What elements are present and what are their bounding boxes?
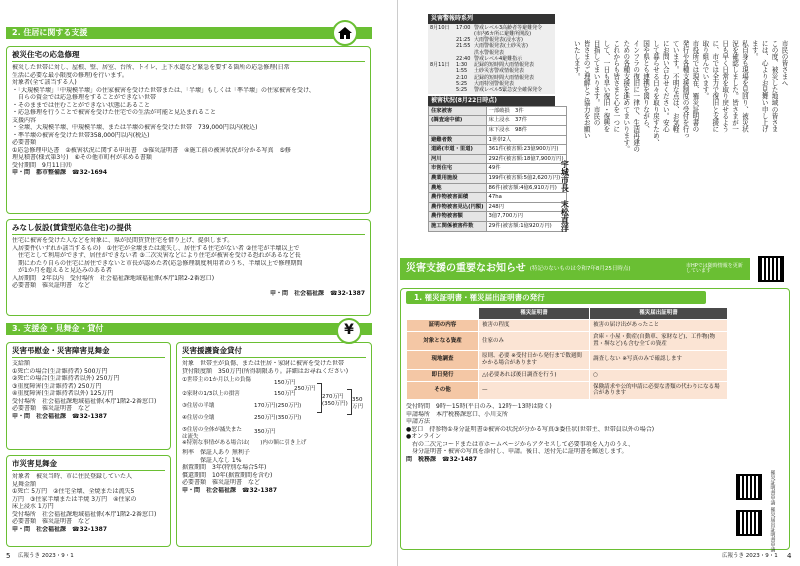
qr-code-hp[interactable] bbox=[758, 256, 784, 282]
notice-hp: 市HPでは随時情報を更新しています bbox=[686, 262, 743, 274]
timeline-cell: 警戒レベル4避難指示 bbox=[474, 55, 523, 62]
qr1-label: 罹災証明書申請 bbox=[769, 470, 776, 505]
text-line: 利率 保証人あり 無利子 bbox=[182, 449, 250, 457]
text-line: ・「大規模半壊」「中規模半壊」の住家被害を受けた世帯または、「半壊」もしくは「準半壊」の住家被害を受け、 bbox=[12, 86, 315, 94]
message-line: 私自身も現場を見回り、被災状 bbox=[740, 40, 749, 133]
disaster-info bbox=[428, 14, 564, 256]
text-line: 受付時間 9時〜15時(平日のみ、12時〜13時は除く) bbox=[406, 403, 552, 411]
timeline-cell: 大雨特別警報発表 bbox=[474, 80, 515, 87]
timeline-cell: 1:55 bbox=[456, 68, 468, 75]
text-line: ●窓口 持参物①身分証明書②被害の状況が分かる写真③委任状(世帯主、世帯員以外の場合) bbox=[406, 425, 655, 433]
cert-cell: 現地調査 bbox=[407, 350, 479, 369]
damage-cell: 河川 bbox=[429, 154, 487, 164]
message-line: 市民の皆さまへ bbox=[780, 40, 788, 87]
cert-cell: 調査しない ※写真のみで確認します bbox=[590, 350, 728, 369]
cert-title: 1. 罹災証明書・罹災届出証明書の発行 bbox=[406, 291, 706, 304]
repair-title: 被災住宅の応急修理 bbox=[12, 50, 365, 62]
damage-cell: 施工関係被害件数 bbox=[429, 222, 487, 232]
text-line: ①応急修理申込書 ②被害状況に関する申出書 ③罹災証明書 ④施工前の被害状況が分かる写真 ⑤修 bbox=[12, 146, 291, 154]
text-line: ①死亡 5万円 ②住宅全壊、全焼または流失5 bbox=[12, 488, 135, 496]
timeline-cell: 洪水警報発表 bbox=[474, 49, 505, 56]
text-line: 必要書類 罹災証明書 など bbox=[12, 282, 91, 290]
choi-title: 災害弔慰金・災害障害見舞金 bbox=[12, 346, 165, 358]
loan-note: ※特別な事情がある場合は( )内の額に引き上げ bbox=[182, 440, 307, 447]
text-line: 申請場所 本庁税務課窓口、小川支所 bbox=[406, 410, 509, 418]
damage-cell: 361件(被害額:23億900万円) bbox=[486, 145, 566, 155]
section-title: 3. 支援金・見舞金・貸付 bbox=[12, 324, 104, 333]
cert-row bbox=[407, 350, 728, 369]
page-divider bbox=[397, 0, 398, 566]
damage-cell: 農業用施設 bbox=[429, 174, 487, 184]
choi-contact: 申・問 社会福祉課 ☎32-1387 bbox=[12, 412, 108, 420]
damage-cell: 49件 bbox=[486, 164, 566, 174]
timeline-cell: 記録的短時間大雨情報発表 bbox=[474, 62, 535, 68]
text-line: 必要書類 罹災証明書 など bbox=[12, 518, 91, 526]
cert-cell: 住家のみ bbox=[479, 332, 590, 351]
damage-cell: (調査途中値) bbox=[429, 116, 487, 126]
damage-cell: 住家被害 bbox=[429, 106, 487, 116]
mimai-box bbox=[6, 455, 171, 547]
text-line: 被災した世帯に対し、屋根、壁、居室、台所、トイレ、上下水道など緊急を要する箇所の応急修理(日常 bbox=[12, 64, 290, 72]
notice-sub: (特記のないものは令和7年8月25日時点) bbox=[529, 265, 631, 272]
cert-cell: 被害の届け出があったこと bbox=[590, 320, 728, 332]
message-line: して暮らせる日々を取り戻すため、 bbox=[651, 40, 660, 146]
damage-cell: 床下浸水 98件 bbox=[486, 125, 566, 135]
text-line: ③重度障害(生計維持者) 250万円 bbox=[12, 382, 102, 390]
text-line: ・準半壊の被害を受けた世帯358,000円以内(税込) bbox=[12, 131, 150, 139]
text-line: ④重度障害(生計維持者以外) 125万円 bbox=[12, 390, 114, 398]
message-line: にお問い合わせください。安心 bbox=[661, 40, 670, 133]
damage-cell: 86件(被害額:4億6,910万円) bbox=[486, 183, 566, 193]
damage-cell: 29件(被害額:1億920万円) bbox=[486, 222, 566, 232]
text-line: 受付期間 9月11日㈪ bbox=[12, 161, 72, 169]
message-line: ます。 bbox=[750, 40, 759, 60]
loan-case: ④住居の全壊 bbox=[182, 415, 215, 422]
damage-cell: 避難者数 bbox=[429, 135, 487, 145]
message-line: インフラの復旧に一律で、生活再建の bbox=[631, 40, 640, 153]
text-line: ●オンライン bbox=[406, 433, 442, 441]
kasetsu-box bbox=[6, 219, 371, 316]
damage-cell: 199件(被害額:5億2,620万円) bbox=[486, 174, 566, 184]
timeline-title: 災害警報時系列 bbox=[428, 14, 555, 24]
text-line: 住宅として利用ができず、居住ができない者 ③二次災害などにより住宅が被害を受ける恐れがあるなど長 bbox=[12, 252, 301, 260]
cert-cell: 証明の内容 bbox=[407, 320, 479, 332]
kasetsu-title: みなし仮設(賃貸型応急住宅)の提供 bbox=[12, 223, 365, 235]
text-line: 必要書類 bbox=[12, 139, 37, 147]
repair-box bbox=[6, 46, 371, 214]
text-line: 償還期間 10年(据置期間を含む) bbox=[182, 471, 273, 479]
damage-cell: 農作物被害面積 bbox=[429, 193, 487, 203]
timeline-cell: 警戒レベル3高齢者等避難発令 bbox=[474, 24, 543, 31]
cert-info bbox=[406, 403, 784, 456]
loan-amount: (350万円) bbox=[322, 401, 348, 408]
loan-bracket bbox=[317, 383, 322, 413]
text-line: 支援内容 bbox=[12, 116, 37, 124]
damage-title: 被害状況(8月22日時点) bbox=[428, 96, 555, 106]
section-2-header bbox=[6, 27, 372, 39]
loan-amount: 150万円 bbox=[274, 380, 296, 387]
damage-cell: 床上浸水 37件 bbox=[486, 116, 566, 126]
damage-cell: 市営住宅 bbox=[429, 164, 487, 174]
text-line: 受付場所 社会福祉課地域福祉係(本庁1階2-2番窓口) bbox=[12, 510, 157, 518]
qr-code-cert[interactable] bbox=[736, 474, 762, 500]
loan-text bbox=[182, 360, 366, 375]
loan-box bbox=[176, 342, 372, 547]
loan-terms bbox=[182, 449, 366, 487]
cert-cell: 対象となる資産 bbox=[407, 332, 479, 351]
text-line: 対象 世帯主が負傷、または住居・家財に被害を受けた世帯 bbox=[182, 360, 345, 368]
cert-contact: 問 税務課 ☎32-1487 bbox=[406, 455, 478, 463]
damage-cell: 292件(被害額:18億7,900万円) bbox=[486, 154, 566, 164]
text-line: 入居要件(いずれか該当するもの) ①住宅が全壊または流失し、居住する住宅がない者 ②住宅が半壊以上で bbox=[12, 244, 300, 252]
damage-cell bbox=[429, 125, 487, 135]
text-line: 理見積書(様式第3号) ⑥その他市町村が求める書類 bbox=[12, 154, 152, 162]
damage-row bbox=[429, 164, 567, 174]
repair-contact: 申・問 都市整備課 ☎32-1694 bbox=[12, 169, 108, 177]
damage-row bbox=[429, 116, 567, 126]
text-line: 生活に必要な最小限度の修理)を行います。 bbox=[12, 71, 128, 79]
message-line: ための各種支援を進めてまいります。 bbox=[621, 40, 630, 153]
damage-cell: 道路(市道・里道) bbox=[429, 145, 487, 155]
damage-row bbox=[429, 154, 567, 164]
loan-case: ⑤住居の全体が滅失または流失 bbox=[182, 427, 242, 441]
timeline-cell: 22:40 bbox=[456, 55, 471, 62]
cert-cell: ○ bbox=[590, 369, 728, 381]
text-line: 据置期間 3年(特別な場合5年) bbox=[182, 464, 267, 472]
loan-title: 災害援護資金貸付 bbox=[182, 346, 366, 358]
damage-cell: 248円 bbox=[486, 202, 566, 212]
message-line: して、一日も早い復旧・復興を bbox=[601, 40, 610, 133]
message-line: これからも皆さまと心を一つに bbox=[611, 40, 620, 133]
loan-amount: 270万円 bbox=[322, 394, 344, 401]
timeline-cell: 17:00 bbox=[456, 24, 471, 31]
message-line: 日も早く日常を取り戻せるよう bbox=[720, 40, 729, 133]
mayor-message bbox=[560, 40, 788, 250]
repair-text bbox=[12, 64, 365, 169]
timeline-cell: 1:30 bbox=[456, 62, 468, 68]
house-icon bbox=[332, 20, 358, 46]
timeline-row bbox=[430, 87, 553, 93]
loan-amount: 250万円 bbox=[294, 386, 316, 393]
damage-row bbox=[429, 106, 567, 116]
text-line: ①死亡の場合(生計維持者) 500万円 bbox=[12, 367, 108, 375]
text-line: 見舞金額 bbox=[12, 480, 37, 488]
loan-bracket bbox=[347, 389, 352, 415]
cert-cell: △(必要あれば後日調査を行う) bbox=[479, 369, 590, 381]
text-line: ・そのままでは住むことができない状態にあること bbox=[12, 101, 151, 109]
damage-cell: 農作物被害額 bbox=[429, 212, 487, 222]
loan-amount: 170万円(250万円) bbox=[254, 403, 302, 410]
yen-icon: ¥ bbox=[336, 318, 362, 344]
timeline-cell: 8月10日 bbox=[430, 24, 450, 31]
loan-case: ③住居の半壊 bbox=[182, 403, 215, 410]
text-line: 支給額 bbox=[12, 360, 31, 368]
mayor-signature: 宇城市長 末松直洋 bbox=[560, 160, 570, 232]
timeline-cell: 21:25 bbox=[456, 37, 471, 43]
cert-header: 罹災証明書 bbox=[479, 308, 590, 320]
damage-cell: 一部破損 3件 bbox=[486, 106, 566, 116]
cert-table bbox=[406, 307, 728, 400]
text-line: 自らの資金では応急修理をすることができない世帯 bbox=[12, 94, 157, 102]
damage-row bbox=[429, 183, 567, 193]
cert-cell: 倉庫・小屋・動産(自動車、家財など)、工作物(物置・塀など)も含む全ての資産 bbox=[590, 332, 728, 351]
damage-row bbox=[429, 193, 567, 203]
text-line: 住宅に被害を受けた人などを対象に、県が民間賃貸住宅を借り上げ、提供します。 bbox=[12, 237, 234, 245]
loan-amount: 350万円 bbox=[352, 397, 364, 411]
mimai-title: 市災害見舞金 bbox=[12, 459, 165, 471]
damage-cell: 1世帯2人 bbox=[486, 135, 566, 145]
message-line: 況を確認しました。皆さまが一 bbox=[730, 40, 739, 133]
text-line: 期にわたり自らの住宅に居住できないと市長が認めた者(応急修理制度利用者のうち、半壊以上で修理期間 bbox=[12, 259, 303, 267]
footer-right: 広報うき 2023・9・1 bbox=[722, 553, 778, 559]
cert-row bbox=[407, 381, 728, 400]
message-line: 取り組んでいます。 bbox=[700, 40, 709, 100]
timeline bbox=[428, 24, 555, 95]
cert-cell: 被害の程度 bbox=[479, 320, 590, 332]
timeline-cell: 5:25 bbox=[456, 87, 468, 93]
page-number-right: 4 bbox=[787, 552, 792, 560]
message-line: に、市では全力で復旧と支援に bbox=[710, 40, 719, 133]
text-line: 対象者 被災当時、市に住民登録していた人 bbox=[12, 473, 133, 481]
timeline-cell: (市内6カ所に避難所開設) bbox=[474, 30, 532, 37]
damage-row bbox=[429, 212, 567, 222]
choi-box bbox=[6, 342, 171, 450]
cert-cell: 保険請求や公的申請に必要な書類の代わりになる場合があります bbox=[590, 381, 728, 400]
timeline-cell bbox=[430, 87, 456, 93]
section-3-header bbox=[6, 323, 372, 335]
cert-header: 罹災届出証明書 bbox=[590, 308, 728, 320]
damage-row bbox=[429, 145, 567, 155]
damage-row bbox=[429, 222, 567, 232]
loan-amount: 250万円(350万円) bbox=[254, 415, 302, 422]
page-number-left: 5 bbox=[6, 552, 11, 560]
mimai-contact: 申・問 社会福祉課 ☎32-1387 bbox=[12, 525, 108, 533]
choi-text bbox=[12, 360, 165, 413]
timeline-cell: 8月11日 bbox=[430, 62, 450, 68]
cert-row bbox=[407, 332, 728, 351]
timeline-cell: 21:55 bbox=[456, 43, 471, 50]
loan-case: ①世帯主の1か月以上の負傷 bbox=[182, 377, 251, 384]
damage-cell: 農作物被害見込(円額) bbox=[429, 202, 487, 212]
qr2-label: 罹災届出証明書申請 bbox=[769, 507, 776, 552]
text-line: 申請方法 bbox=[406, 418, 431, 426]
damage-cell: 47ha bbox=[486, 193, 566, 203]
timeline-cell: 土砂災害警戒情報発表 bbox=[474, 68, 525, 75]
message-line: いたします。 bbox=[572, 40, 581, 80]
text-line: 保証人なし 1% bbox=[182, 456, 242, 464]
section-title: 2. 住居に関する支援 bbox=[12, 28, 88, 37]
loan-amount: 350万円 bbox=[254, 429, 276, 436]
kasetsu-text bbox=[12, 237, 365, 290]
cert-row bbox=[407, 320, 728, 332]
damage-row bbox=[429, 125, 567, 135]
text-line: 貸付限度額 350万円(所得制限あり。詳細はお尋ねください) bbox=[182, 367, 349, 375]
damage-cell: 農地 bbox=[429, 183, 487, 193]
mimai-text bbox=[12, 473, 165, 526]
loan-amount: 150万円 bbox=[274, 391, 296, 398]
text-line: が1か月を超えると見込みのある者 bbox=[12, 267, 112, 275]
timeline-cell: 大雨警報発表(土砂災害) bbox=[474, 43, 528, 50]
cert-cell: 原則、必要 ※受付日から発行まで数週間かかる場合があります bbox=[479, 350, 590, 369]
cert-row bbox=[407, 369, 728, 381]
cert-cell: その他 bbox=[407, 381, 479, 400]
damage-row bbox=[429, 202, 567, 212]
text-line: 受付場所 社会福祉課地域福祉係(本庁1階2-2番窓口) bbox=[12, 397, 157, 405]
text-line: 入居期間 2年以内 受付場所 社会福祉課地域福祉係(本庁1階2-2番窓口) bbox=[12, 274, 215, 282]
loan-case: ②家財の1/3以上の損害 bbox=[182, 391, 240, 398]
message-line: ています。不明な点は、お気軽 bbox=[671, 40, 680, 133]
timeline-cell: 5:25 bbox=[456, 80, 468, 87]
text-line: 対象者(全て該当する人) bbox=[12, 79, 77, 87]
notice-banner bbox=[400, 258, 750, 280]
text-line: ・応急修理を行うことで被害を受けた住宅での生活が可能と見込まれること bbox=[12, 109, 217, 117]
text-line: 万円 ③住家半壊または半焼 3万円 ④住家の bbox=[12, 495, 137, 503]
text-line: ・全壊、大規模半壊、中規模半壊、または半壊の被害を受けた世帯 739,000円以内(税込) bbox=[12, 124, 258, 132]
damage-row bbox=[429, 135, 567, 145]
text-line: 床上浸水 1万円 bbox=[12, 503, 54, 511]
timeline-cell: 記録的短時間大雨情報発表 bbox=[474, 74, 535, 81]
qr-code-todoke[interactable] bbox=[736, 510, 762, 536]
cert-box bbox=[400, 288, 790, 550]
timeline-cell: 警戒レベル5緊急安全確保発令 bbox=[474, 87, 543, 93]
text-line: 必要書類 罹災証明書 など bbox=[12, 405, 91, 413]
cert-header bbox=[407, 308, 479, 320]
cert-cell: 即日発行 bbox=[407, 369, 479, 381]
text-line: 身分証明書・被害の写真を添付し、申請。後日、送付先に証明書を郵送します。 bbox=[406, 448, 628, 456]
text-line: 右の二次元コードまたは市ホームページからアクセスして必要事項を入力のうえ、 bbox=[406, 440, 635, 448]
damage-row bbox=[429, 174, 567, 184]
message-line: 市役所では現在、罹災証明書の bbox=[690, 40, 699, 133]
damage-table bbox=[428, 106, 567, 232]
message-line: 国や県とも連携を図りながら、 bbox=[641, 40, 650, 133]
notice-title: 災害支援の重要なお知らせ bbox=[406, 262, 526, 274]
text-line: ②死亡の場合(生計維持者以外) 250万円 bbox=[12, 375, 120, 383]
footer-left: 広報うき 2023・9・1 bbox=[18, 553, 74, 559]
message-line: 目指してまいります。市民の bbox=[592, 40, 601, 126]
message-line: この度、被災した地域の皆さま bbox=[770, 40, 779, 133]
kasetsu-contact: 申・問 社会福祉課 ☎32-1387 bbox=[269, 289, 365, 297]
message-line: には、心よりお見舞い申し上げ bbox=[760, 40, 769, 133]
timeline-cell: 大雨警報発表(浸水害) bbox=[474, 37, 523, 43]
damage-cell: 3億7,700万円 bbox=[486, 212, 566, 222]
text-line: 必要書類 罹災証明書 など bbox=[182, 479, 261, 487]
timeline-cell: 2:10 bbox=[456, 74, 468, 81]
loan-chart bbox=[182, 377, 366, 449]
message-line: 皆さまのご理解とご協力をお願い bbox=[582, 40, 591, 139]
loan-contact: 申・問 社会福祉課 ☎32-1387 bbox=[182, 486, 278, 494]
cert-cell: — bbox=[479, 381, 590, 400]
message-line: 発行や各種支援制度の受付を行っ bbox=[681, 40, 690, 139]
